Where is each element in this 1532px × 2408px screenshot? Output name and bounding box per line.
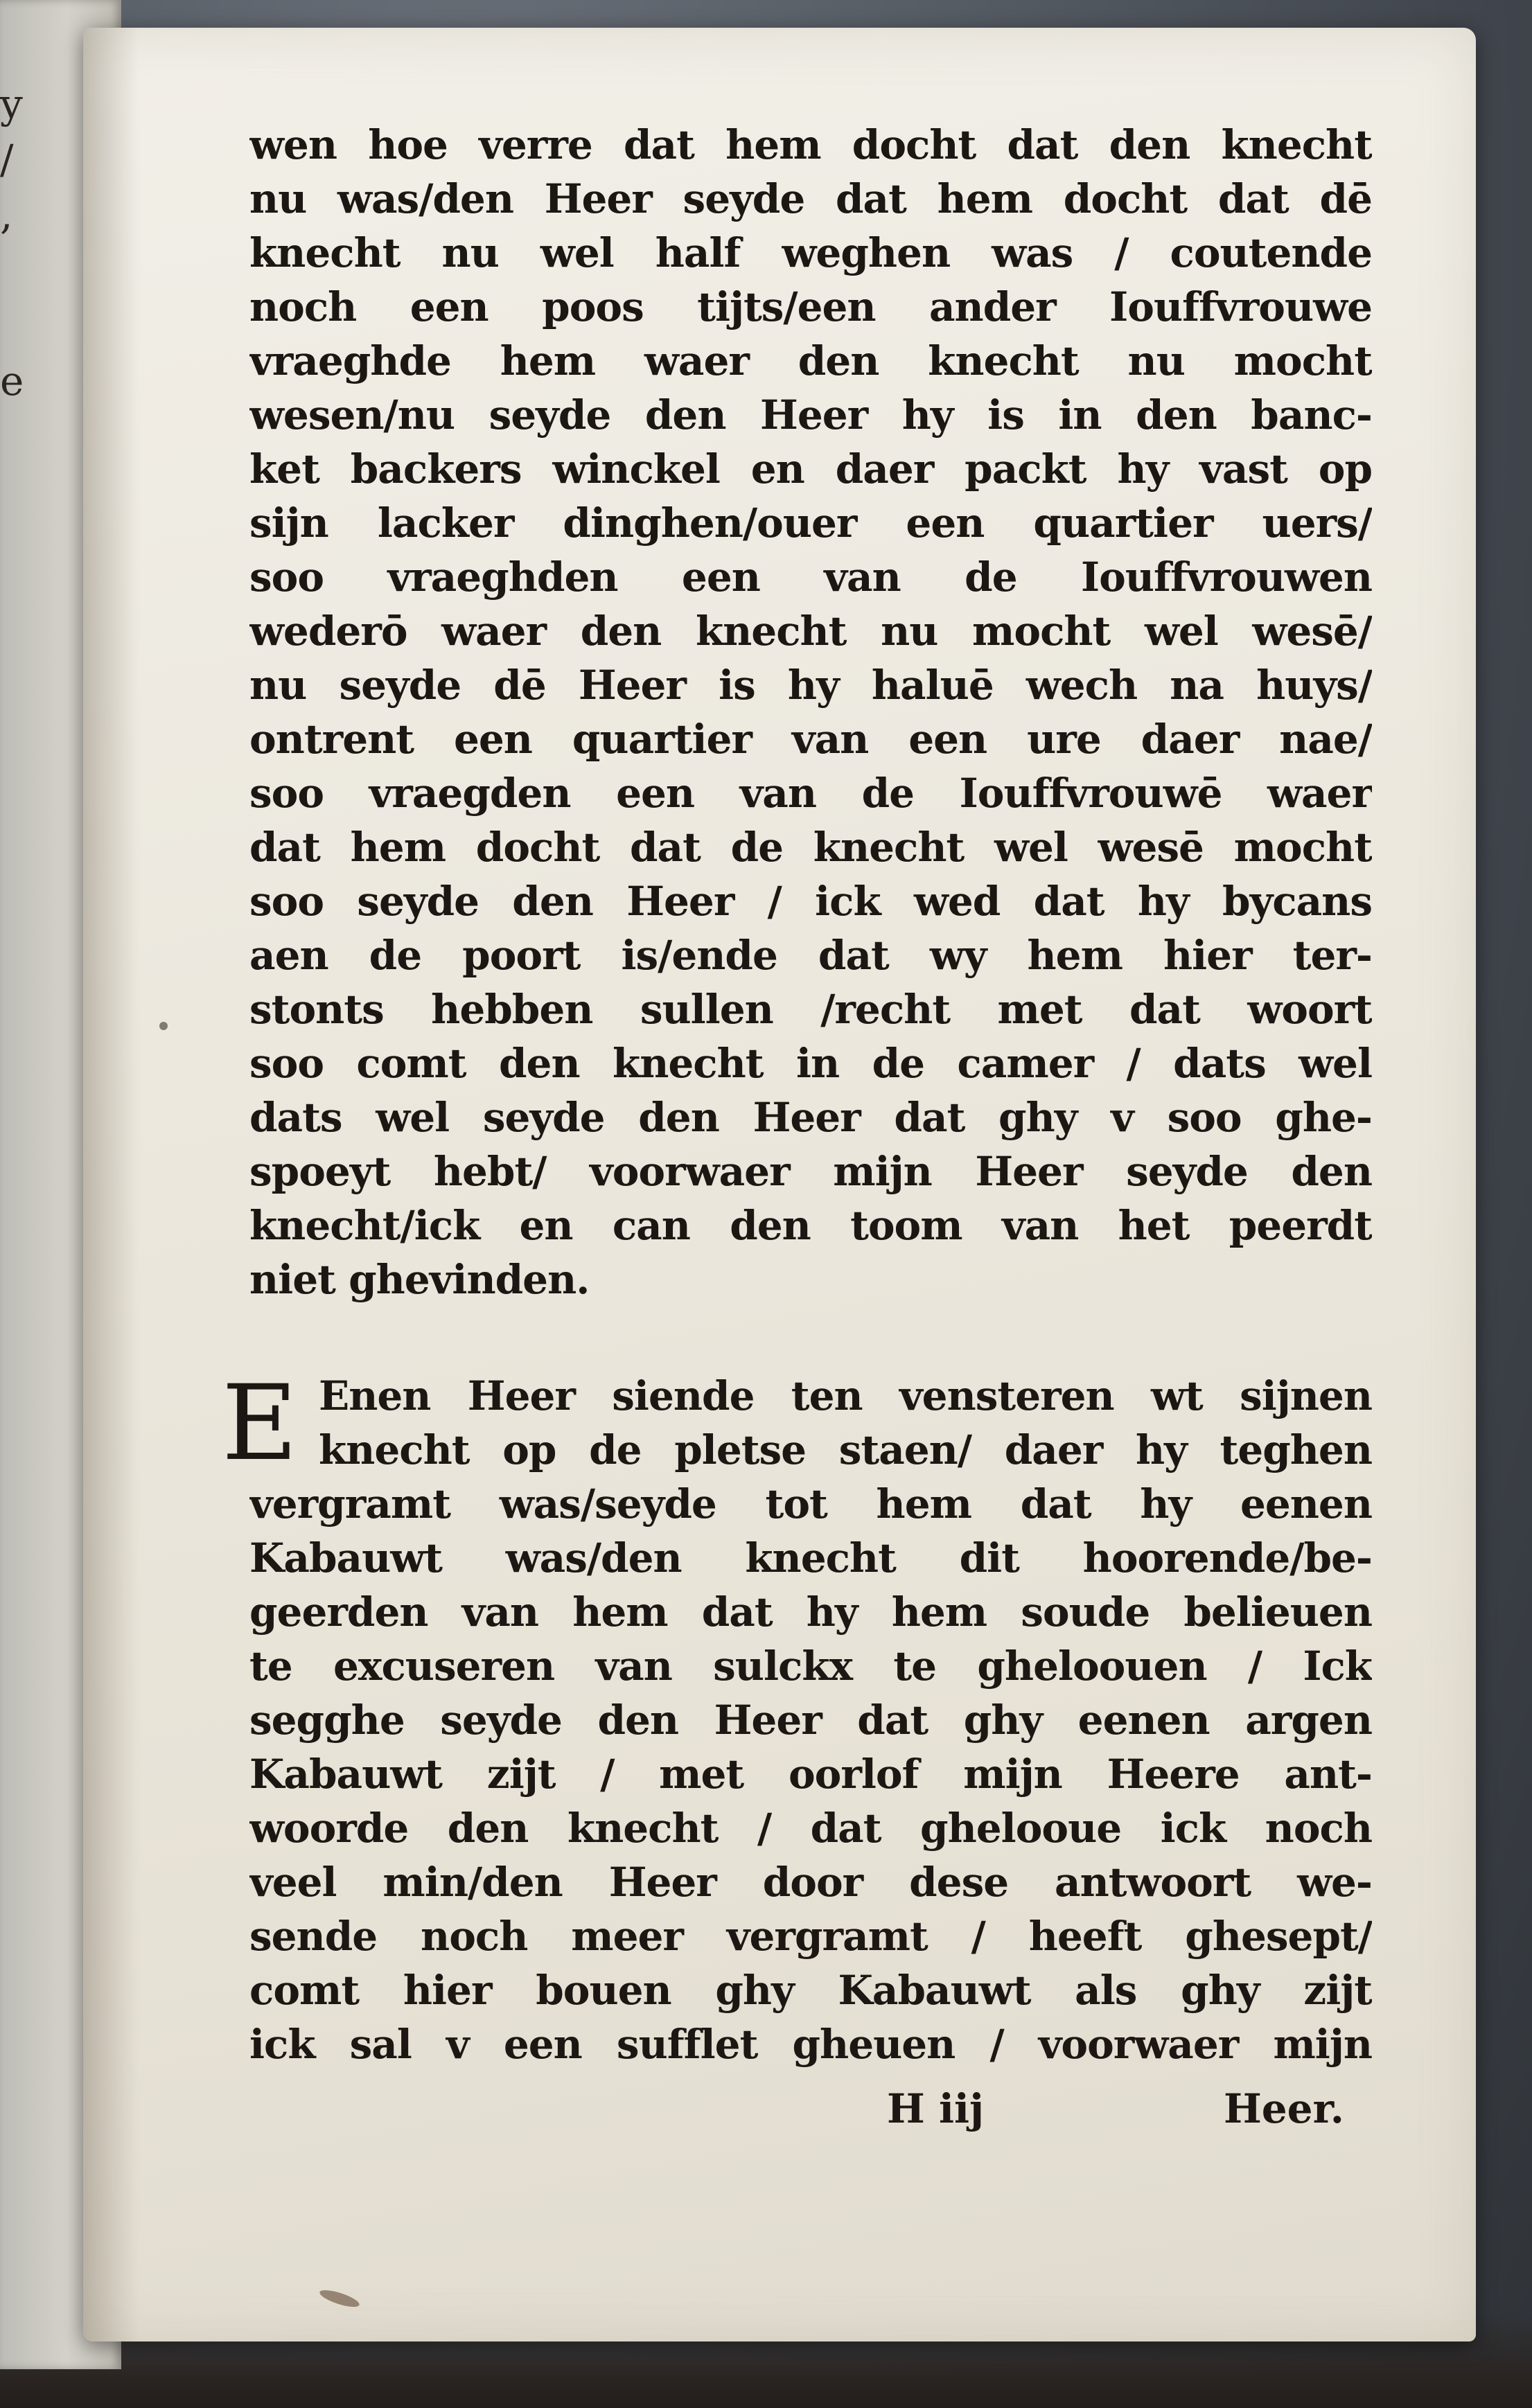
text-line: soo vraeghden een van de Iouffvrouwen [249,554,1372,601]
text-line: ket backers winckel en daer packt hy vast op [249,445,1372,493]
text-line: stonts hebben sullen /recht met dat woort [249,986,1372,1033]
facing-page-fragments [0,76,28,409]
text-line: dats wel seyde den Heer dat ghy v soo ghe- [249,1094,1372,1141]
text-line: geerden van hem dat hy hem soude belieuen [249,1588,1372,1636]
text-line: veel min/den Heer door dese antwoort we- [249,1859,1372,1906]
text-line: sende noch meer vergramt / heeft ghesept/ [249,1913,1372,1960]
text-line: spoeyt hebt/ voorwaer mijn Heer seyde den [249,1148,1372,1195]
text-line: wederō waer den knecht nu mocht wel wesē/ [249,608,1372,655]
paragraph-1 [249,118,1372,1307]
text-line: aen de poort is/ende dat wy hem hier ter- [249,932,1372,979]
text-line: soo comt den knecht in de camer / dats wel [249,1040,1372,1087]
text-line: knecht op de pletse staen/ daer hy teghen [319,1426,1372,1473]
text-line: segghe seyde den Heer dat ghy eenen argen [249,1697,1372,1744]
catchword: Heer. [1223,2085,1344,2132]
text-line: Kabauwt zijt / met oorlof mijn Heere ant- [249,1751,1372,1798]
fragment: e [0,357,24,405]
text-line: wesen/nu seyde den Heer hy is in den banc- [249,391,1372,439]
text-line: soo vraegden een van de Iouffvrouwē waer [249,770,1372,817]
text-line: comt hier bouen ghy Kabauwt als ghy zijt [249,1967,1372,2014]
paragraph-2 [222,1363,1372,2071]
text-line: sijn lacker dinghen/ouer een quartier uers/ [249,499,1372,547]
fragment: , [0,191,13,238]
text-line: niet ghevinden. [249,1256,590,1303]
text-line: te excuseren van sulckx te gheloouen / Ick [249,1643,1372,1690]
text-line: nu was/den Heer seyde dat hem docht dat dē [249,175,1372,222]
text-line: vraeghde hem waer den knecht nu mocht [249,337,1372,384]
fragment: / [0,136,14,183]
text-line: nu seyde dē Heer is hy haluē wech na huys/ [249,662,1372,709]
page-gutter [83,28,139,2341]
text-line: ontrent een quartier van een ure daer nae/ [249,716,1372,763]
page-text [222,118,1372,2071]
text-line: woorde den knecht / dat ghelooue ick noch [249,1805,1372,1852]
text-line: noch een poos tijts/een ander Iouffvrouwe [249,283,1372,330]
ink-stain [318,2287,361,2310]
text-line: Enen Heer siende ten vensteren wt sijnen [319,1372,1372,1419]
text-line: dat hem docht dat de knecht wel wesē mocht [249,824,1372,871]
fragment: y [0,80,23,127]
text-line: knecht/ick en can den toom van het peerdt [249,1202,1372,1249]
signature-mark: H iij [887,2085,985,2132]
text-line: ick sal v een sufflet gheuen / voorwaer mijn [249,2021,1372,2068]
ink-dot [159,1022,168,1030]
drop-cap: E [222,1363,297,1484]
book-page [83,28,1476,2341]
text-line: knecht nu wel half weghen was / coutende [249,229,1372,276]
text-line: Kabauwt was/den knecht dit hoorende/be- [249,1534,1372,1582]
text-line: vergramt was/seyde tot hem dat hy eenen [249,1480,1372,1528]
text-line: soo seyde den Heer / ick wed dat hy bycans [249,878,1372,925]
page-footer [887,2085,1344,2132]
text-line: wen hoe verre dat hem docht dat den knecht [249,121,1372,168]
